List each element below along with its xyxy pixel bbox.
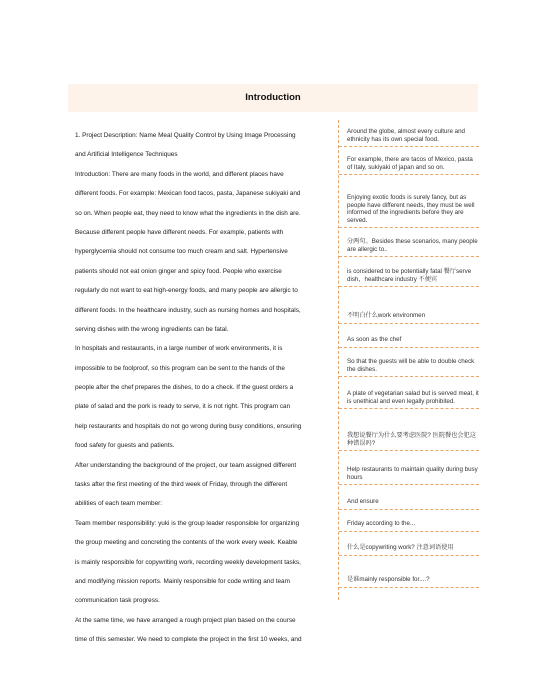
comment-balloon[interactable] <box>347 520 479 528</box>
comment-text: 不明白什么work environmen <box>347 312 426 319</box>
comment-text: 分两句。Besides these scenarios, many people are allergic to.. <box>347 238 478 253</box>
comment-text: 我想说餐厅为什么要考虑医院? 医院餐也会犯这种错误吗? <box>347 432 476 447</box>
body-line: the group meeting and concreting the contents of the work every week. Keable <box>75 539 298 547</box>
body-line: In hospitals and restaurants, in a large number of work environments, it is <box>75 345 283 353</box>
comment-text: As soon as the chef <box>347 336 402 343</box>
comment-text: For example, there are tacos of Mexico, pasta of Italy, sukiyaki of japan and so on. <box>347 156 473 171</box>
comment-balloon[interactable] <box>347 156 479 171</box>
body-line: At the same time, we have arranged a rough project plan based on the course <box>75 616 296 624</box>
body-line: and modifying mission reports. Mainly responsible for code writing and team <box>75 577 290 585</box>
title-band <box>68 84 478 112</box>
body-line: Because different people have different needs. For example, patients with <box>75 228 284 236</box>
body-text <box>75 126 335 650</box>
comment-text: Enjoying exotic foods is surely fancy, but as people have different needs, they must be well informed of the ingredients before they are served. <box>347 194 475 224</box>
body-line: different foods. For example: Mexican food tacos, pasta, Japanese sukiyaki and <box>75 190 301 198</box>
comment-text: Friday according to the... <box>347 520 416 527</box>
body-line: Introduction: There are many foods in the world, and different places have <box>75 170 284 178</box>
comment-balloon[interactable] <box>347 336 479 344</box>
comment-text: 是谁mainly responsible for....? <box>347 576 430 583</box>
body-line: food safety for guests and patients. <box>75 442 175 450</box>
body-line: people after the chef prepares the dishes, to do a check. If the guest orders a <box>75 384 294 392</box>
comment-balloon[interactable] <box>347 312 479 320</box>
comment-text: Help restaurants to maintain quality during busy hours <box>347 466 478 481</box>
body-line: serving dishes with the wrong ingredients can be fatal. <box>75 325 229 333</box>
page-title: Introduction <box>245 92 301 103</box>
body-line: hyperglycemia should not consume too much cream and salt. Hypertensive <box>75 248 288 256</box>
comment-balloon[interactable] <box>347 432 479 447</box>
body-line: After understanding the background of the project, our team assigned different <box>75 461 297 469</box>
comment-text: Around the globe, almost every culture and ethnicity has its own special food. <box>347 128 465 143</box>
body-line: communication task progress. <box>75 597 160 605</box>
comment-balloon[interactable] <box>347 128 479 143</box>
comment-balloon[interactable] <box>347 466 479 481</box>
comment-text: 什么是copywriting work? 注意词语使用 <box>347 544 454 551</box>
body-line: regularly do not want to eat high-energy foods, and many people are allergic to <box>75 287 298 295</box>
body-line: Team member responsibility: yuki is the group leader responsible for organizing <box>75 519 300 527</box>
comment-balloon[interactable] <box>347 194 479 224</box>
body-line: is mainly responsible for copywriting work, recording weekly development tasks, <box>75 558 301 566</box>
comment-balloon[interactable] <box>347 358 479 373</box>
comment-balloon[interactable] <box>347 268 479 283</box>
body-line: abilities of each team member: <box>75 500 163 508</box>
body-line: help restaurants and hospitals do not go wrong during busy conditions, ensuring <box>75 422 302 430</box>
comment-text: is considered to be potentially fatal 餐厅serve dish，healthcare industry 不便宾 <box>347 268 472 283</box>
body-line: patients should not eat onion ginger and spicy food. People who exercise <box>75 267 282 275</box>
body-line: different foods. In the healthcare industry, such as nursing homes and hospitals, <box>75 306 301 314</box>
comment-balloon[interactable] <box>347 390 479 405</box>
body-line: impossible to be foolproof, so this program can be sent to the hands of the <box>75 364 285 372</box>
body-line: time of this semester. We need to complete the project in the first 10 weeks, and <box>75 636 302 644</box>
body-line: plate of salad and the pork is ready to serve, it is not right. This program can <box>75 403 291 411</box>
body-line: tasks after the first meeting of the third week of Friday, through the different <box>75 481 288 489</box>
comment-balloon[interactable] <box>347 544 479 552</box>
comment-margin <box>338 120 479 600</box>
body-line: 1. Project Description: Name Meal Quality Control by Using Image Processing <box>75 132 296 139</box>
comment-balloon[interactable] <box>347 498 479 506</box>
body-line: and Artificial Intelligence Techniques <box>75 151 178 159</box>
comment-text: So that the guests will be able to double check the dishes. <box>347 358 475 373</box>
comment-balloon[interactable] <box>347 576 479 584</box>
comment-text: A plate of vegetarian salad but is served meat, it is unethical and even legally prohibited. <box>347 390 479 405</box>
body-line: so on. When people eat, they need to know what the ingredients in the dish are. <box>75 209 301 217</box>
comment-text: And ensure <box>347 498 379 505</box>
comment-balloon[interactable] <box>347 238 479 253</box>
